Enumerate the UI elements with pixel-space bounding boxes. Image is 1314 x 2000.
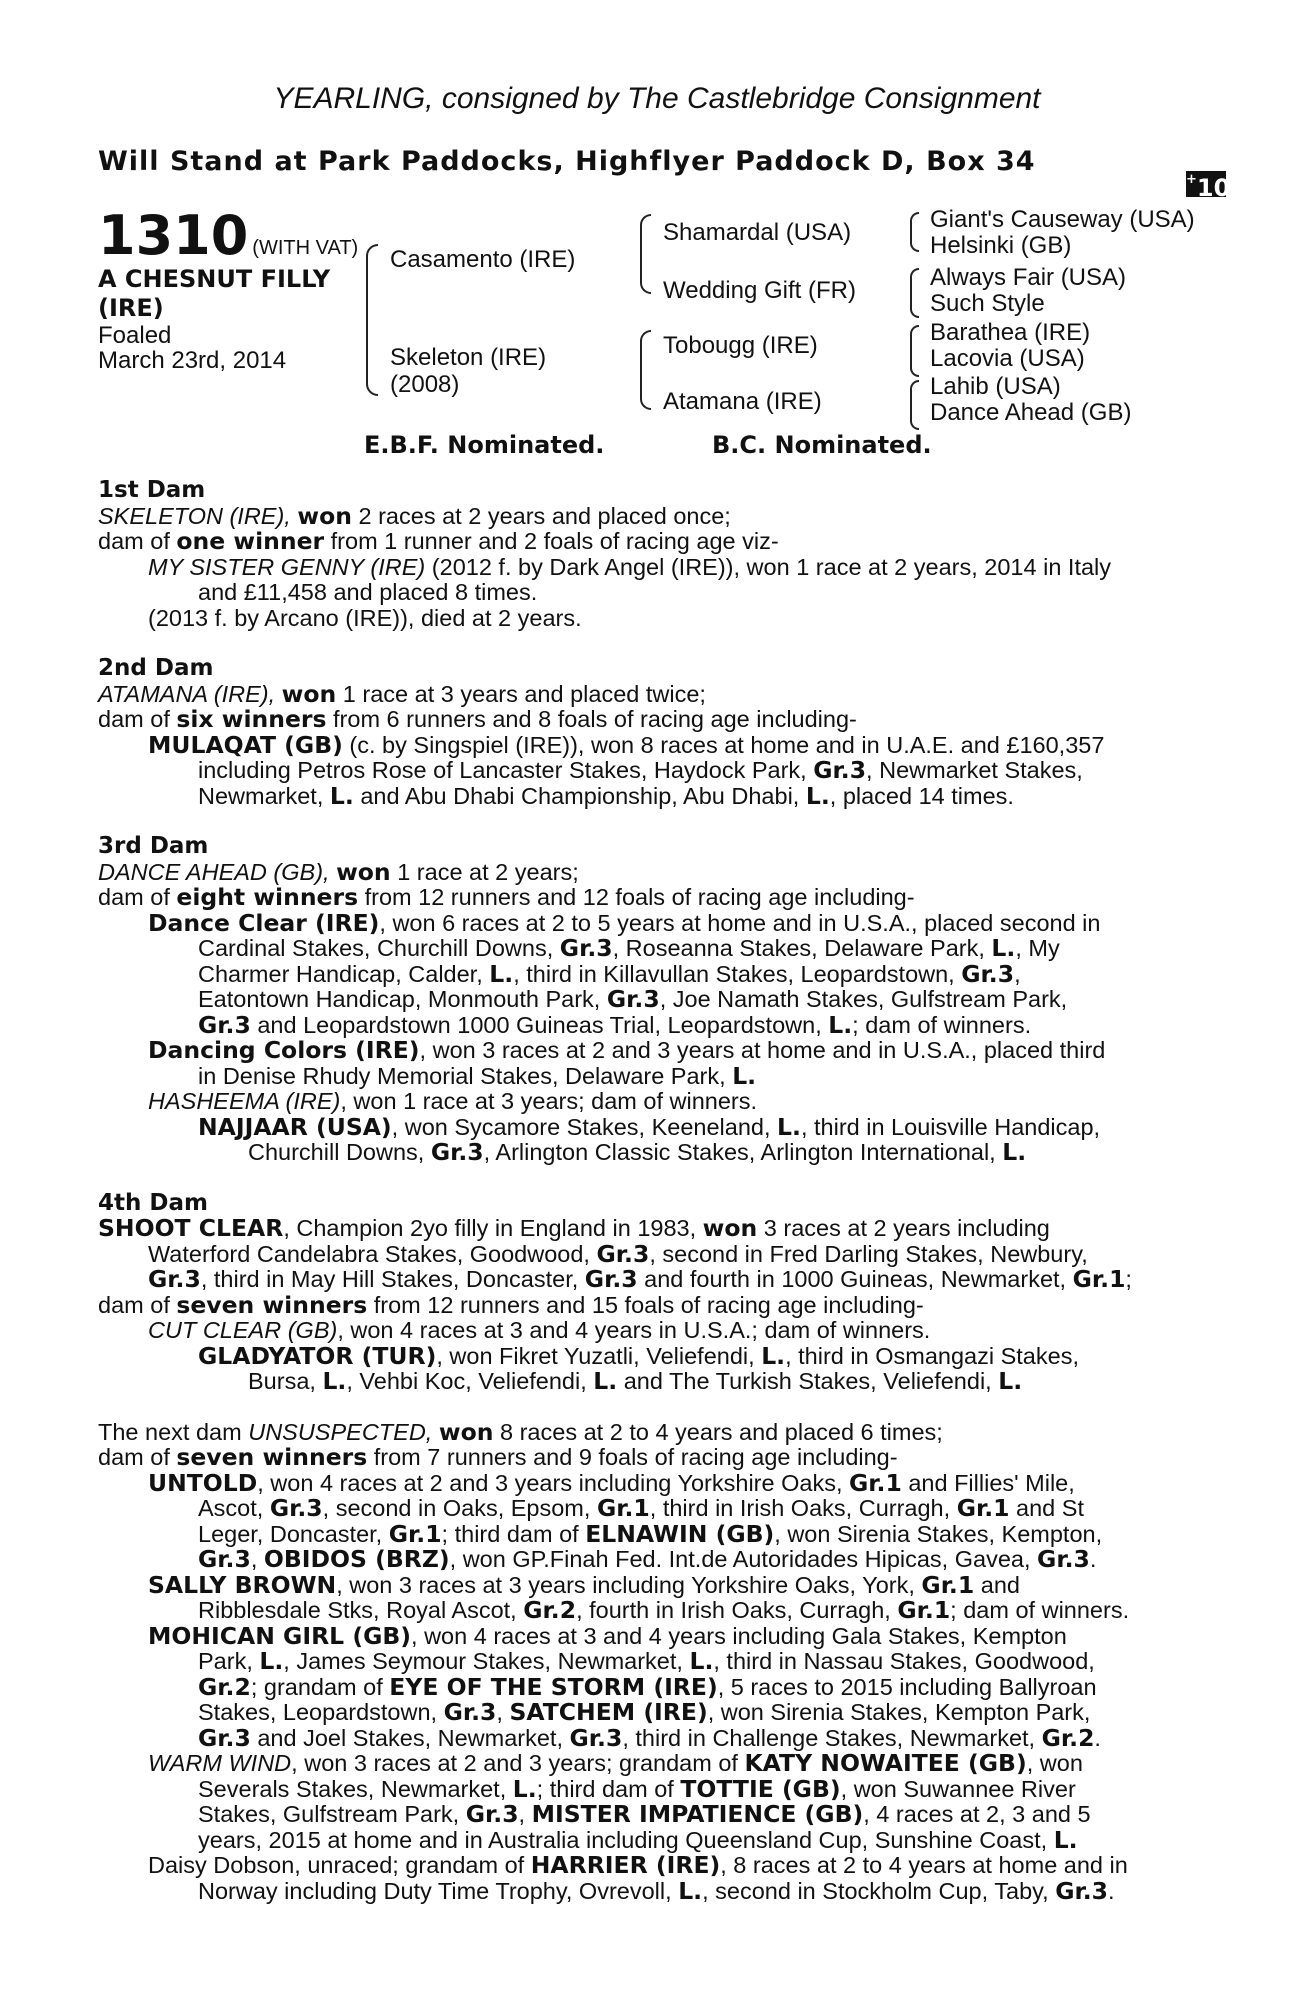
horse-name: HASHEEMA (IRE) (148, 1088, 341, 1114)
grade-label: Gr.1 (596, 1494, 650, 1522)
foaled-date: March 23rd, 2014 (98, 347, 287, 374)
lot-description (98, 265, 330, 323)
text-line (98, 1672, 1208, 1701)
text-run: 3 races at 2 years including (763, 1215, 1050, 1241)
text-line (98, 1751, 1208, 1777)
foaled-label: Foaled (98, 322, 172, 349)
text-run: and St (1016, 1495, 1084, 1521)
winners-count: seven winners (176, 1443, 368, 1471)
grade-label: L. (732, 1061, 757, 1090)
text-line (98, 1519, 1208, 1548)
spacer (98, 1166, 1208, 1191)
horse-name: ATAMANA (IRE), (98, 680, 276, 707)
grade-label: Gr.3 (1055, 1876, 1109, 1905)
bc-nominated: B.C. Nominated. (712, 431, 932, 459)
text-run: , won GP.Finah Fed. Int.de Autoridades Hipicas, Gavea, (449, 1546, 1031, 1572)
pedigree-g2: Helsinki (GB) (930, 232, 1072, 259)
horse-name: Dancing Colors (IRE) (148, 1036, 420, 1064)
horse-name: SALLY BROWN (148, 1570, 337, 1599)
text-line (98, 1825, 1208, 1854)
horse-name: CUT CLEAR (GB) (148, 1317, 338, 1343)
text-line (98, 1598, 1208, 1624)
text-line (98, 1876, 1208, 1905)
text-run: and (980, 1571, 1020, 1598)
grade-label: Gr.3 (465, 1800, 519, 1828)
text-run: , 8 races at 2 to 4 years at home and in (720, 1852, 1128, 1878)
horse-name: MULAQAT (GB) (148, 730, 343, 759)
text-run: , won Suwannee River (840, 1775, 1076, 1802)
text-run: , third in Killavullan Stakes, Leopardstown, (513, 960, 955, 987)
grade-label: L. (777, 1112, 801, 1141)
pedigree-brace-g2 (910, 268, 919, 318)
text-run: dam of (98, 1444, 170, 1470)
grade-label: Gr.3 (584, 1265, 638, 1293)
pedigree-g6: Lacovia (USA) (930, 345, 1085, 372)
text-run: 1 race at 2 years; (397, 858, 579, 885)
foaled-info (98, 323, 286, 373)
text-run: , second in Oaks, Epsom, (322, 1495, 591, 1521)
first-dam-section (98, 478, 1208, 631)
text-run: , won 3 races at 3 years including Yorkshire Oaks, York, (336, 1571, 915, 1598)
text-line (98, 936, 1208, 962)
grade-label: L. (259, 1647, 284, 1675)
text-run: from 12 runners and 15 foals of racing age including- (373, 1291, 924, 1318)
pedigree-g1: Giant's Causeway (USA) (930, 206, 1195, 233)
text-line: and £11,458 and placed 8 times. (198, 579, 538, 605)
horse-name: DANCE AHEAD (GB), (98, 858, 330, 885)
grade-label: L. (998, 1367, 1023, 1395)
text-run: , won 3 races at 2 and 3 years; grandam of (291, 1750, 738, 1776)
grade-label: Gr.2 (523, 1596, 577, 1624)
text-line (98, 1496, 1208, 1522)
text-line (98, 1853, 1208, 1879)
text-line (98, 885, 1208, 911)
horse-name: KATY NOWAITEE (GB) (744, 1749, 1027, 1777)
grade-label: L. (678, 1876, 703, 1905)
text-line (98, 1417, 1208, 1446)
pedigree-sire: Casamento (IRE) (390, 246, 576, 273)
text-run: Churchill Downs, (248, 1139, 425, 1165)
section-heading: 4th Dam (98, 1189, 208, 1216)
text-run: including Petros Rose of Lancaster Stakes, Haydock Park, (198, 757, 807, 783)
text-run: , won Sirenia Stakes, Kempton, (774, 1520, 1103, 1547)
grade-label: Gr.2 (1041, 1723, 1095, 1752)
pedigree-brace-main (366, 244, 378, 396)
text-line (98, 501, 1208, 530)
spacer (98, 1395, 1208, 1420)
text-run: , won Fikret Yuzatli, Veliefendi, (436, 1342, 755, 1369)
horse-name: UNTOLD (148, 1468, 258, 1497)
grade-label: Gr.3 (269, 1494, 323, 1522)
grade-label: Gr.3 (198, 1010, 251, 1039)
text-run: Leger, Doncaster, (198, 1520, 383, 1547)
text-run: , (518, 1801, 526, 1827)
grade-label: L. (512, 1774, 537, 1803)
text-run: ; (1125, 1266, 1132, 1292)
text-run: , won (1026, 1750, 1083, 1776)
text-line (98, 1089, 1208, 1115)
pedigree-brace-dam (640, 330, 651, 410)
text-run: dam of (98, 884, 170, 910)
section-heading: 1st Dam (98, 477, 206, 503)
pedigree-g7: Lahib (USA) (930, 373, 1061, 400)
horse-name: MOHICAN GIRL (GB) (148, 1621, 412, 1650)
text-run: 1 race at 3 years and placed twice; (342, 680, 706, 707)
text-run: Daisy Dobson, unraced; grandam of (148, 1852, 525, 1878)
text-run: , second in Stockholm Cup, Taby, (702, 1877, 1049, 1904)
text-run: Norway including Duty Time Trophy, Ovrevoll, (198, 1877, 672, 1904)
text-run: , fourth in Irish Oaks, Curragh, (576, 1597, 891, 1623)
text-run: Stakes, Leopardstown, (198, 1699, 438, 1725)
text-line (98, 1140, 1208, 1166)
grade-label: Gr.3 (569, 1723, 623, 1752)
horse-name: ELNAWIN (GB) (585, 1519, 775, 1548)
text-line (98, 730, 1208, 759)
ebf-nominated: E.B.F. Nominated. (364, 431, 605, 459)
text-line (98, 1649, 1208, 1675)
text-run: Charmer Handicap, Calder, (198, 960, 483, 987)
grade-label: Gr.3 (198, 1723, 251, 1752)
horse-name: TOTTIE (GB) (680, 1774, 841, 1803)
horse-name: NAJJAAR (USA) (198, 1112, 392, 1141)
horse-name: UNSUSPECTED, (248, 1418, 433, 1445)
text-line (98, 1216, 1208, 1242)
fourth-dam-section (98, 1191, 1208, 1395)
text-line (98, 1369, 1208, 1395)
winners-count: seven winners (176, 1290, 368, 1319)
text-line (98, 908, 1208, 937)
grade-label: Gr.1 (956, 1494, 1010, 1522)
grade-label: Gr.3 (596, 1239, 650, 1268)
text-line (98, 1445, 1208, 1471)
text-run: ; grandam of (250, 1673, 383, 1700)
grade-label: Gr.3 (430, 1138, 484, 1166)
text-run: , third in May Hill Stakes, Doncaster, (200, 1266, 579, 1292)
text-run: , Newmarket Stakes, (866, 757, 1083, 783)
grade-label: L. (761, 1341, 786, 1370)
text-line (98, 529, 1208, 555)
text-run: , James Seymour Stakes, Newmarket, (283, 1648, 683, 1674)
third-dam-section (98, 834, 1208, 1166)
text-run: from 12 runners and 12 foals of racing age including- (364, 884, 915, 910)
text-line (98, 987, 1208, 1013)
text-run: , placed 14 times. (829, 782, 1014, 809)
text-run: dam of (98, 528, 170, 554)
pedigree-brace-sire (640, 214, 651, 294)
grade-label: L. (991, 934, 1016, 962)
consignment-header: YEARLING, consigned by The Castlebridge Consignment (273, 82, 1041, 115)
text-run: and Fillies' Mile, (908, 1469, 1075, 1496)
text-run: , won 6 races at 2 to 5 years at home and in U.S.A., placed second in (379, 909, 1101, 936)
horse-name: SHOOT CLEAR (98, 1214, 284, 1242)
text-run: in Denise Rhudy Memorial Stakes, Delaware Park, (198, 1062, 726, 1089)
text-line (98, 959, 1208, 988)
horse-name: WARM WIND (148, 1750, 292, 1776)
text-run: , won 3 races at 2 and 3 years at home and in U.S.A., placed third (419, 1037, 1106, 1063)
text-run: , 5 races to 2015 including Ballyroan (717, 1673, 1097, 1700)
grade-label: L. (329, 781, 354, 810)
text-line: (2013 f. by Arcano (IRE)), died at 2 years. (148, 604, 582, 631)
text-run: , second in Fred Darling Stakes, Newbury, (649, 1240, 1088, 1267)
grade-label: Gr.2 (198, 1672, 251, 1701)
horse-name: MY SISTER GENNY (IRE) (148, 553, 426, 580)
text-run: dam of (98, 706, 170, 732)
section-heading: 3rd Dam (98, 833, 209, 859)
text-run: Cardinal Stakes, Churchill Downs, (198, 935, 554, 961)
text-run: , (496, 1699, 503, 1725)
vat-note: (WITH VAT) (252, 237, 359, 259)
text-line (98, 1468, 1208, 1497)
horse-name: OBIDOS (BRZ) (263, 1545, 450, 1573)
text-run: The next dam (98, 1418, 242, 1445)
text-line (98, 1341, 1208, 1370)
text-run: Newmarket, (198, 782, 324, 809)
text-run: and The Turkish Stakes, Veliefendi, (623, 1368, 992, 1394)
text-run: . (1108, 1877, 1115, 1904)
grade-label: L. (593, 1367, 618, 1395)
text-run: ; third dam of (441, 1520, 579, 1547)
text-run: . (1094, 1724, 1101, 1751)
text-run: ; dam of winners. (950, 1597, 1130, 1623)
lot-name-line1: A CHESNUT FILLY (98, 265, 331, 293)
lot-number-value: 1310 (98, 204, 249, 267)
text-run: , Arlington Classic Stakes, Arlington International, (483, 1139, 996, 1165)
text-line (98, 758, 1208, 784)
text-run: and fourth in 1000 Guineas, Newmarket, (644, 1266, 1067, 1292)
text-line (98, 707, 1208, 733)
pedigree-sire-dam: Wedding Gift (FR) (663, 277, 856, 304)
text-run: (c. by Singspiel (IRE)), won 8 races at home and in U.A.E. and £160,357 (349, 731, 1105, 758)
text-run: , won 1 race at 3 years; dam of winners. (340, 1088, 758, 1114)
pedigree-sire-sire: Shamardal (USA) (663, 219, 852, 246)
text-run: , third in Challenge Stakes, Newmarket, (622, 1724, 1036, 1751)
grade-label: Gr.3 (813, 756, 867, 784)
grade-label: Gr.1 (1072, 1265, 1126, 1293)
text-line (98, 1112, 1208, 1141)
text-run: . (1089, 1546, 1097, 1572)
text-run: Park, (198, 1648, 253, 1674)
text-run: Waterford Candelabra Stakes, Goodwood, (148, 1240, 590, 1267)
pedigree-brace-g3 (910, 325, 919, 377)
pedigree-dam-dam: Atamana (IRE) (663, 388, 822, 415)
text-line (98, 1774, 1208, 1803)
won-label: won (281, 679, 337, 708)
text-run: , third in Osmangazi Stakes, (785, 1342, 1079, 1369)
grade-label: L. (805, 781, 830, 810)
text-line (98, 1547, 1208, 1573)
horse-name: GLADYATOR (TUR) (198, 1341, 437, 1370)
text-run: Eatontown Handicap, Monmouth Park, (198, 986, 601, 1012)
horse-name: HARRIER (IRE) (530, 1851, 721, 1879)
text-run: , (1014, 960, 1021, 987)
text-line (98, 1802, 1208, 1828)
grade-label: Gr.3 (1037, 1545, 1090, 1573)
grade-label: Gr.3 (198, 1545, 251, 1573)
text-run: , third in Irish Oaks, Curragh, (649, 1495, 951, 1521)
text-run: , Champion 2yo filly in England in 1983, (283, 1215, 697, 1241)
text-line (98, 1290, 1208, 1319)
badge-plus: + (1186, 172, 1197, 187)
produce-record (98, 478, 1208, 1904)
text-line (98, 1038, 1208, 1064)
text-run: ; dam of winners. (852, 1011, 1032, 1038)
text-line (98, 1267, 1208, 1293)
section-heading: 2nd Dam (98, 655, 214, 681)
horse-name: SKELETON (IRE), (98, 502, 291, 529)
next-dam-section (98, 1417, 1208, 1905)
text-run: from 6 runners and 8 foals of racing age including- (333, 706, 857, 732)
grade-label: L. (1002, 1138, 1027, 1166)
grade-label: L. (322, 1367, 347, 1395)
grade-label: Gr.1 (897, 1596, 951, 1624)
won-label: won (297, 501, 352, 530)
text-run: 8 races at 2 to 4 years and placed 6 times; (500, 1418, 943, 1445)
text-run: Stakes, Gulfstream Park, (198, 1801, 460, 1827)
stand-location: Will Stand at Park Paddocks, Highflyer Paddock D, Box 34 (98, 146, 1036, 177)
badge-text: 10 (1196, 174, 1231, 202)
text-run: 2 races at 2 years and placed once; (358, 502, 731, 529)
text-line (98, 857, 1208, 886)
text-run: and Joel Stakes, Newmarket, (257, 1724, 563, 1751)
pedigree-dam: Skeleton (IRE) (390, 344, 547, 371)
grade-label: Gr.3 (559, 934, 613, 962)
text-run: , My (1015, 935, 1060, 961)
pedigree-g3: Always Fair (USA) (930, 264, 1127, 291)
text-run: , (250, 1546, 258, 1572)
grade-label: L. (828, 1010, 853, 1039)
pedigree-dam-sire: Tobougg (IRE) (663, 332, 818, 359)
text-run: (2012 f. by Dark Angel (IRE)), won 1 race at 2 years, 2014 in Italy (431, 553, 1112, 580)
pedigree-g5: Barathea (IRE) (930, 319, 1091, 346)
won-label: won (336, 857, 391, 886)
winners-count: one winner (176, 527, 325, 555)
grade-label: L. (1053, 1825, 1078, 1854)
horse-name: Dance Clear (IRE) (148, 908, 380, 937)
text-line (98, 1061, 1208, 1090)
text-line (98, 1010, 1208, 1039)
spacer (98, 809, 1208, 834)
winners-count: six winners (176, 705, 327, 733)
won-label: won (438, 1417, 494, 1446)
text-run: Bursa, (248, 1368, 316, 1394)
text-run: , won 4 races at 3 and 4 years in U.S.A.; dam of winners. (337, 1317, 931, 1343)
text-run: from 1 runner and 2 foals of racing age viz- (330, 528, 779, 554)
text-line (98, 555, 1208, 581)
text-line (98, 1239, 1208, 1268)
text-run: , won Sycamore Stakes, Keeneland, (391, 1113, 771, 1140)
text-run: , third in Louisville Handicap, (800, 1113, 1101, 1140)
text-line (98, 1723, 1208, 1752)
horse-name: SATCHEM (IRE) (509, 1698, 708, 1726)
text-line (98, 1318, 1208, 1344)
text-line (98, 1700, 1208, 1726)
horse-name: EYE OF THE STORM (IRE) (389, 1672, 718, 1701)
text-line (98, 679, 1208, 708)
winners-count: eight winners (176, 883, 359, 911)
grade-label: Gr.3 (961, 959, 1015, 988)
text-run: , third in Nassau Stakes, Goodwood, (713, 1648, 1095, 1674)
pedigree-dam-year: (2008) (390, 371, 460, 398)
text-line (98, 1621, 1208, 1650)
lot-name-line2: (IRE) (98, 294, 164, 322)
text-run: , 4 races at 2, 3 and 5 (863, 1801, 1091, 1827)
text-run: from 7 runners and 9 foals of racing age including- (373, 1444, 898, 1470)
grade-label: L. (689, 1647, 714, 1675)
text-run: dam of (98, 1291, 170, 1318)
grade-label: Gr.3 (606, 985, 660, 1013)
grade-label: L. (489, 959, 514, 988)
text-run: years, 2015 at home and in Australia including Queensland Cup, Sunshine Coast, (198, 1826, 1048, 1853)
text-run: and Abu Dhabi Championship, Abu Dhabi, (360, 782, 800, 809)
text-run: Ascot, (198, 1495, 264, 1521)
lot-badge (1186, 171, 1231, 202)
text-run: Severals Stakes, Newmarket, (198, 1775, 507, 1802)
text-run: ; third dam of (536, 1775, 674, 1802)
pedigree-g4: Such Style (930, 290, 1045, 317)
spacer (98, 631, 1208, 656)
grade-label: Gr.3 (443, 1698, 497, 1726)
text-run: Ribblesdale Stks, Royal Ascot, (198, 1597, 517, 1623)
horse-name: MISTER IMPATIENCE (GB) (531, 1800, 864, 1828)
text-run: , won Sirenia Stakes, Kempton Park, (707, 1699, 1091, 1725)
text-run: , Joe Namath Stakes, Gulfstream Park, (659, 986, 1068, 1012)
text-run: , Roseanna Stakes, Delaware Park, (612, 935, 985, 961)
pedigree-g8: Dance Ahead (GB) (930, 399, 1132, 426)
text-run: , won 4 races at 3 and 4 years including Gala Stakes, Kempton (411, 1622, 1067, 1649)
text-run: , Vehbi Koc, Veliefendi, (346, 1368, 587, 1394)
text-run: , won 4 races at 2 and 3 years including Yorkshire Oaks, (257, 1469, 843, 1496)
second-dam-section (98, 656, 1208, 809)
grade-label: Gr.1 (921, 1570, 975, 1599)
grade-label: Gr.3 (148, 1265, 201, 1293)
pedigree-brace-g1 (910, 212, 919, 252)
grade-label: Gr.1 (849, 1468, 902, 1497)
grade-label: Gr.1 (388, 1519, 442, 1548)
text-run: and Leopardstown 1000 Guineas Trial, Leopardstown, (257, 1011, 822, 1038)
text-line (98, 781, 1208, 810)
pedigree-brace-g4 (910, 380, 919, 430)
won-label: won (702, 1214, 758, 1242)
text-line (98, 1570, 1208, 1599)
